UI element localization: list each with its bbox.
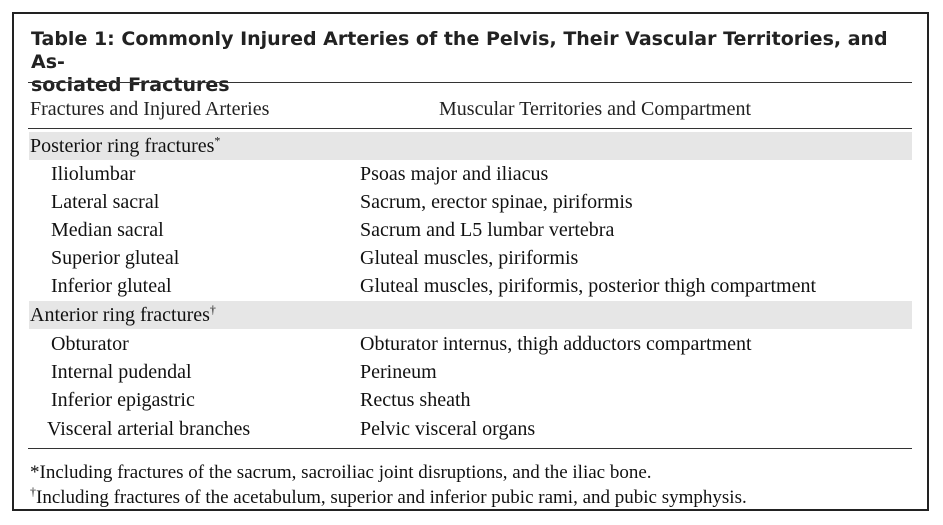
territory-cell: Rectus sheath	[360, 389, 471, 411]
footnote-anterior: †Including fractures of the acetabulum, superior and inferior pubic rami, and pubic symphysis.	[30, 484, 747, 508]
table-title-line-1: Table 1: Commonly Injured Arteries of the Pelvis, Their Vascular Territories, and As-	[31, 28, 888, 73]
table-title-line-2: sociated Fractures	[31, 74, 230, 96]
table-row	[29, 188, 912, 216]
table-row	[29, 358, 912, 386]
territory-cell: Perineum	[360, 361, 437, 383]
territory-cell: Pelvic visceral organs	[360, 418, 536, 440]
rule-top	[28, 82, 912, 83]
footnote-posterior: *Including fractures of the sacrum, sacroiliac joint disruptions, and the iliac bone.	[30, 462, 652, 483]
artery-cell: Iliolumbar	[51, 163, 136, 185]
header-col-arteries: Fractures and Injured Arteries	[30, 98, 270, 120]
artery-cell: Inferior epigastric	[51, 389, 195, 411]
table-title	[31, 28, 911, 97]
table-row	[29, 244, 912, 272]
table-row	[29, 160, 912, 188]
table-row	[29, 216, 912, 244]
table-frame	[12, 12, 929, 511]
artery-cell: Superior gluteal	[51, 247, 180, 269]
artery-cell: Visceral arterial branches	[47, 418, 251, 440]
artery-cell: Internal pudendal	[51, 361, 192, 383]
rule-bottom	[28, 448, 912, 449]
artery-cell: Median sacral	[51, 219, 164, 241]
table-row	[29, 415, 912, 443]
territory-cell: Psoas major and iliacus	[360, 163, 549, 185]
artery-cell: Inferior gluteal	[51, 275, 172, 297]
table-row	[29, 386, 912, 414]
table-row	[29, 272, 912, 300]
group-row-posterior	[29, 132, 912, 160]
group-label-anterior: Anterior ring fractures†	[30, 302, 216, 326]
territory-cell: Sacrum and L5 lumbar vertebra	[360, 219, 615, 241]
territory-cell: Sacrum, erector spinae, piriformis	[360, 191, 633, 213]
table-row	[29, 330, 912, 358]
artery-cell: Obturator	[51, 333, 129, 355]
footnotes	[30, 460, 912, 510]
territory-cell: Obturator internus, thigh adductors compartment	[360, 333, 752, 355]
artery-cell: Lateral sacral	[51, 191, 160, 213]
rule-header	[28, 128, 912, 129]
territory-cell: Gluteal muscles, piriformis	[360, 247, 579, 269]
header-col-territories: Muscular Territories and Compartment	[439, 98, 752, 120]
group-row-anterior	[29, 301, 912, 329]
territory-cell: Gluteal muscles, piriformis, posterior thigh compartment	[360, 275, 817, 297]
group-label-posterior: Posterior ring fractures*	[30, 133, 221, 157]
